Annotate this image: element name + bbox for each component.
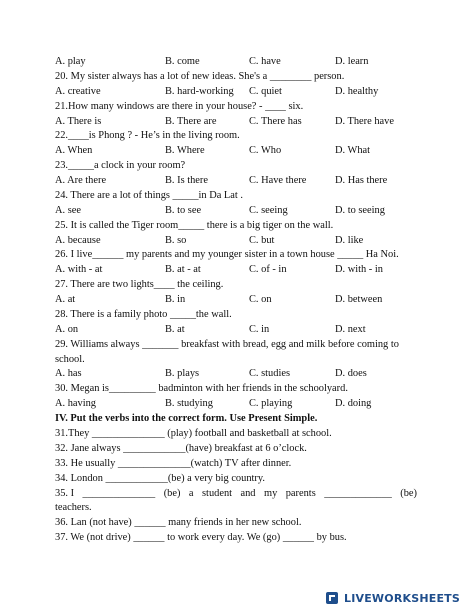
question-text: 24. There are a lot of things _____in Da Lat .	[55, 189, 243, 201]
answer-options-row	[55, 235, 415, 247]
option-b[interactable]: B. studying	[165, 398, 213, 410]
question-word: my	[263, 487, 278, 499]
question-word: ______________	[82, 487, 156, 499]
option-b[interactable]: B. at - at	[165, 264, 201, 276]
question-text: school.	[55, 353, 85, 365]
option-a[interactable]: A. having	[55, 398, 96, 410]
question-text: 30. Megan is_________ badminton with her friends in the schoolyard.	[55, 383, 348, 395]
question-text-justified	[55, 488, 417, 500]
question-text: 23._____a clock in your room?	[55, 160, 186, 172]
option-d[interactable]: D. There have	[335, 115, 394, 127]
option-b[interactable]: B. hard-working	[165, 85, 234, 97]
question-text: 20. My sister always has a lot of new ideas. She's a ________ person.	[55, 70, 345, 82]
option-c[interactable]: C. but	[249, 234, 275, 246]
question-text: 32. Jane always ____________(have) breakfast at 6 o’clock.	[55, 442, 307, 454]
option-b[interactable]: B. in	[165, 294, 186, 306]
question-text: 27. There are two lights____ the ceiling.	[55, 279, 224, 291]
option-d[interactable]: D. doing	[335, 398, 372, 410]
question-text: 22.____is Phong ? - He’s in the living room.	[55, 130, 240, 142]
option-d[interactable]: D. between	[335, 294, 383, 306]
option-a[interactable]: A. at	[55, 294, 76, 306]
option-c[interactable]: C. Have there	[249, 175, 307, 187]
question-text: 37. We (not drive) ______ to work every day. We (go) ______ by bus.	[55, 532, 347, 544]
option-a[interactable]: A. play	[55, 56, 86, 67]
option-c[interactable]: C. quiet	[249, 85, 282, 97]
question-text: 26. I live______ my parents and my younger sister in a town house _____ Ha Noi.	[55, 249, 399, 261]
answer-options-row	[55, 294, 415, 306]
question-text: 36. Lan (not have) ______ many friends in her new school.	[55, 517, 302, 529]
option-b[interactable]: B. There are	[165, 115, 217, 127]
liveworksheets-logo-icon	[325, 591, 339, 605]
option-c[interactable]: C. studies	[249, 368, 290, 380]
option-d[interactable]: D. What	[335, 145, 371, 157]
section-heading: IV. Put the verbs into the correct form. Use Present Simple.	[55, 413, 318, 425]
answer-options-row	[55, 398, 415, 410]
option-a[interactable]: A. on	[55, 323, 79, 335]
option-b[interactable]: B. Is there	[165, 175, 208, 187]
option-d[interactable]: D. next	[335, 323, 366, 335]
question-word: and	[240, 487, 256, 499]
question-word: (be)	[163, 487, 181, 499]
question-text: 31.They ______________ (play) football and basketball at school.	[55, 428, 332, 439]
question-word: _____________	[324, 487, 392, 499]
option-d[interactable]: D. to seeing	[335, 204, 385, 216]
option-d[interactable]: D. learn	[335, 56, 369, 67]
option-b[interactable]: B. Where	[165, 145, 205, 157]
answer-options-row	[55, 175, 415, 187]
question-text: 25. It is called the Tiger room_____ there is a big tiger on the wall.	[55, 219, 334, 231]
option-d[interactable]: D. like	[335, 234, 364, 246]
option-b[interactable]: B. at	[165, 323, 185, 335]
question-text: 33. He usually ______________(watch) TV after dinner.	[55, 457, 292, 469]
answer-options-row	[55, 145, 415, 157]
option-c[interactable]: C. There has	[249, 115, 302, 127]
option-b[interactable]: B. come	[165, 56, 200, 67]
option-c[interactable]: C. seeing	[249, 204, 288, 216]
question-text: teachers.	[55, 502, 92, 514]
answer-options-row	[55, 368, 415, 380]
option-a[interactable]: A. creative	[55, 85, 101, 97]
answer-options-row	[55, 56, 415, 68]
answer-options-row	[55, 324, 415, 336]
question-text: 28. There is a family photo _____the wall.	[55, 308, 232, 320]
option-a[interactable]: A. Are there	[55, 175, 107, 187]
option-d[interactable]: D. Has there	[335, 175, 388, 187]
question-word: a	[188, 487, 194, 499]
option-c[interactable]: C. playing	[249, 398, 293, 410]
answer-options-row	[55, 264, 415, 276]
option-b[interactable]: B. so	[165, 234, 187, 246]
footer-brand[interactable]	[325, 591, 460, 605]
option-a[interactable]: A. There is	[55, 115, 102, 127]
option-d[interactable]: D. with - in	[335, 264, 383, 276]
question-word: student	[202, 487, 233, 499]
option-d[interactable]: D. does	[335, 368, 367, 380]
answer-options-row	[55, 86, 415, 98]
option-c[interactable]: C. Who	[249, 145, 282, 157]
option-c[interactable]: C. in	[249, 323, 270, 335]
question-text: 21.How many windows are there in your house? - ____ six.	[55, 100, 304, 112]
option-d[interactable]: D. healthy	[335, 85, 379, 97]
option-a[interactable]: A. see	[55, 204, 81, 216]
brand-name: LIVEWORKSHEETS	[344, 591, 460, 605]
question-text: 29. Williams always _______ breakfast with bread, egg and milk before coming to	[55, 338, 399, 350]
question-word: parents	[285, 487, 316, 499]
answer-options-row	[55, 205, 415, 217]
question-text: 34. London ____________(be) a very big country.	[55, 472, 265, 484]
option-c[interactable]: C. of - in	[249, 264, 287, 276]
option-a[interactable]: A. with - at	[55, 264, 103, 276]
option-b[interactable]: B. to see	[165, 204, 202, 216]
option-c[interactable]: C. on	[249, 294, 272, 306]
option-b[interactable]: B. plays	[165, 368, 200, 380]
question-word: (be)	[400, 487, 417, 499]
option-a[interactable]: A. because	[55, 234, 101, 246]
option-a[interactable]: A. When	[55, 145, 93, 157]
question-word: 35. I	[55, 487, 75, 499]
option-c[interactable]: C. have	[249, 56, 281, 67]
option-a[interactable]: A. has	[55, 368, 82, 380]
answer-options-row	[55, 116, 415, 128]
